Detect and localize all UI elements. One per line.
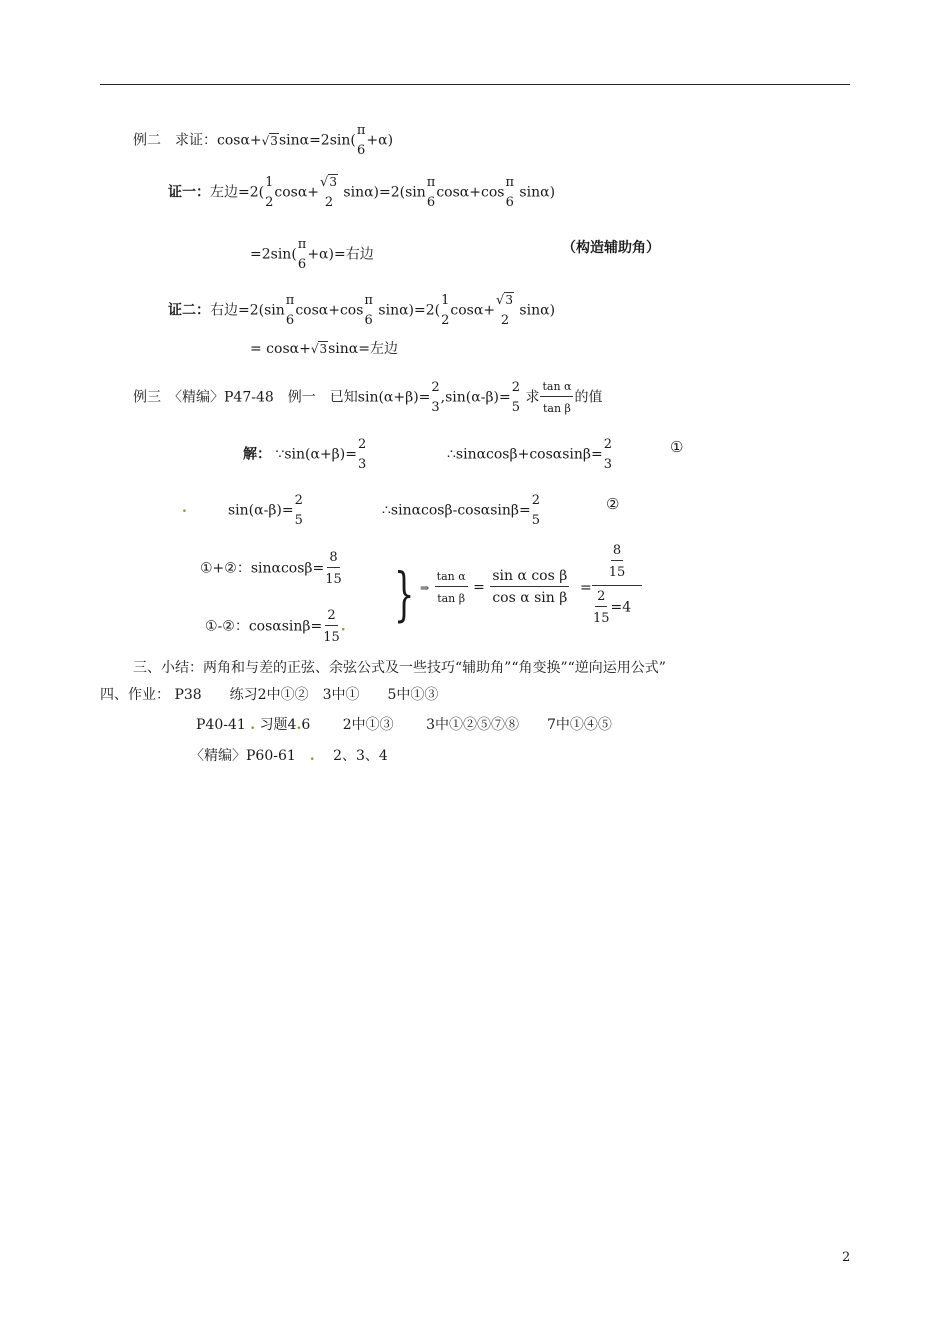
stray-dot: .: [309, 748, 315, 764]
stray-dot: .: [250, 717, 256, 733]
fraction-8-15: $\frac{8}{15}$: [325, 550, 342, 587]
stray-dot: .: [296, 717, 302, 733]
page-number: 2: [842, 1250, 851, 1265]
fraction-2-5: 2 5: [294, 493, 303, 528]
header-rule: [100, 84, 850, 85]
proof-1-line-2: =2sin( π 6 +α)=右边: [250, 237, 374, 272]
solution-line-1-result: ∴sinαcosβ+cosαsinβ= 2 3: [447, 437, 613, 472]
fraction-tan-ratio: $\frac{\text{tan α}}{\text{tan β}}$: [436, 570, 466, 605]
fraction-2-5: 2 5: [531, 493, 541, 528]
equation-marker-1: ①: [670, 438, 684, 456]
sqrt-3: √3: [261, 133, 278, 148]
fraction-sin-cos-ratio: $\frac{\text{sin α cos β}}{\text{cos α sin β}}$: [492, 568, 568, 606]
fraction-2-15: $\frac{2}{15}$: [593, 589, 610, 626]
sqrt-3: √3: [310, 342, 328, 356]
solution-line-2-result: ∴sinαcosβ-cosαsinβ= 2 5: [382, 493, 541, 528]
fraction-pi-6: π 6: [505, 175, 514, 210]
fraction-sqrt3-2: √3 2: [496, 293, 513, 328]
homework-line-3: 〈精编〉P60-61 . 2、3、4: [190, 748, 388, 764]
fraction-1-2: 1 2: [265, 175, 274, 210]
compound-numerator: [592, 542, 642, 581]
fraction-2-5: 2 5: [511, 380, 521, 415]
solution-line-2: sin(α-β)= 2 5: [228, 493, 303, 528]
fraction-sqrt3-2: √3 2: [320, 175, 337, 210]
fraction-pi-6: π 6: [285, 293, 295, 328]
equation-marker-2: ②: [606, 495, 620, 513]
fraction-2-3: 2 3: [357, 437, 367, 472]
compound-fraction: [592, 542, 642, 627]
fraction-tan-ratio: $\frac{\text{tan α}}{\text{tan β}}$: [542, 380, 572, 415]
fraction-8-15: $\frac{8}{15}$: [608, 543, 626, 580]
proof-1-line-1: 证一：左边=2( 1 2 cosα+ √3 2 sinα)=2(sin π 6 cosα+cos π 6 sinα): [168, 175, 556, 210]
auxiliary-angle-note: （构造辅助角）: [562, 240, 660, 256]
summary-line: 三、小结：两角和与差的正弦、余弦公式及一些技巧“辅助角”“角变换”“逆向运用公式”: [133, 660, 666, 676]
example-3-statement: 例三 〈精编〉P47-48 例一 已知sin(α+β)= 2 3 ,sin(α-β)= 2 5 求 $\frac{\text{tan α}}{\text{tan β}}$ 的值: [133, 380, 603, 415]
fraction-pi-6: π 6: [426, 175, 436, 210]
difference-equation: ①-②：cosαsinβ= $\frac{2}{15}$ .: [205, 608, 346, 645]
sum-equation: ①+②：sinαcosβ= $\frac{8}{15}$: [200, 550, 342, 587]
homework-line-2: P40-41 . 习题4.6 2中①③ 3中①②⑤⑦⑧ 7中①④⑤: [196, 717, 612, 733]
fraction-1-2: 1 2: [441, 293, 450, 328]
fraction-pi-6: π 6: [297, 237, 307, 272]
proof-2-line-1: 证二：右边=2(sin π 6 cosα+cos π 6 sinα)=2( 1 2 cosα+ √3 2 sinα): [168, 293, 556, 328]
stray-dot: .: [182, 500, 187, 516]
fraction-pi-6: π 6: [364, 293, 373, 328]
homework-line-1: 四、作业： P38 练习2中①② 3中① 5中①③: [100, 687, 439, 703]
fraction-2-3: 2 3: [431, 380, 440, 415]
fraction-2-3: 2 3: [603, 437, 613, 472]
compound-denominator: $\frac{2}{15}$ =4: [592, 585, 642, 627]
example-2-statement: 例二 求证：cosα+√3sinα=2sin( π 6 +α): [133, 123, 394, 158]
equals-sign: =: [580, 580, 592, 596]
fraction-2-15: $\frac{2}{15}$: [323, 608, 340, 645]
stray-dot: .: [340, 618, 346, 635]
tan-ratio-derivation: ⇒ $\frac{\text{tan α}}{\text{tan β}}$ = $\frac{\text{sin α cos β}}{\text{cos α sin β}}$: [420, 568, 568, 606]
fraction-pi-6: π 6: [356, 123, 366, 158]
right-brace: }: [394, 560, 415, 628]
proof-2-line-2: = cosα+√3sinα=左边: [250, 341, 398, 357]
solution-line-1: 解： ∵sin(α+β)= 2 3: [243, 437, 367, 472]
